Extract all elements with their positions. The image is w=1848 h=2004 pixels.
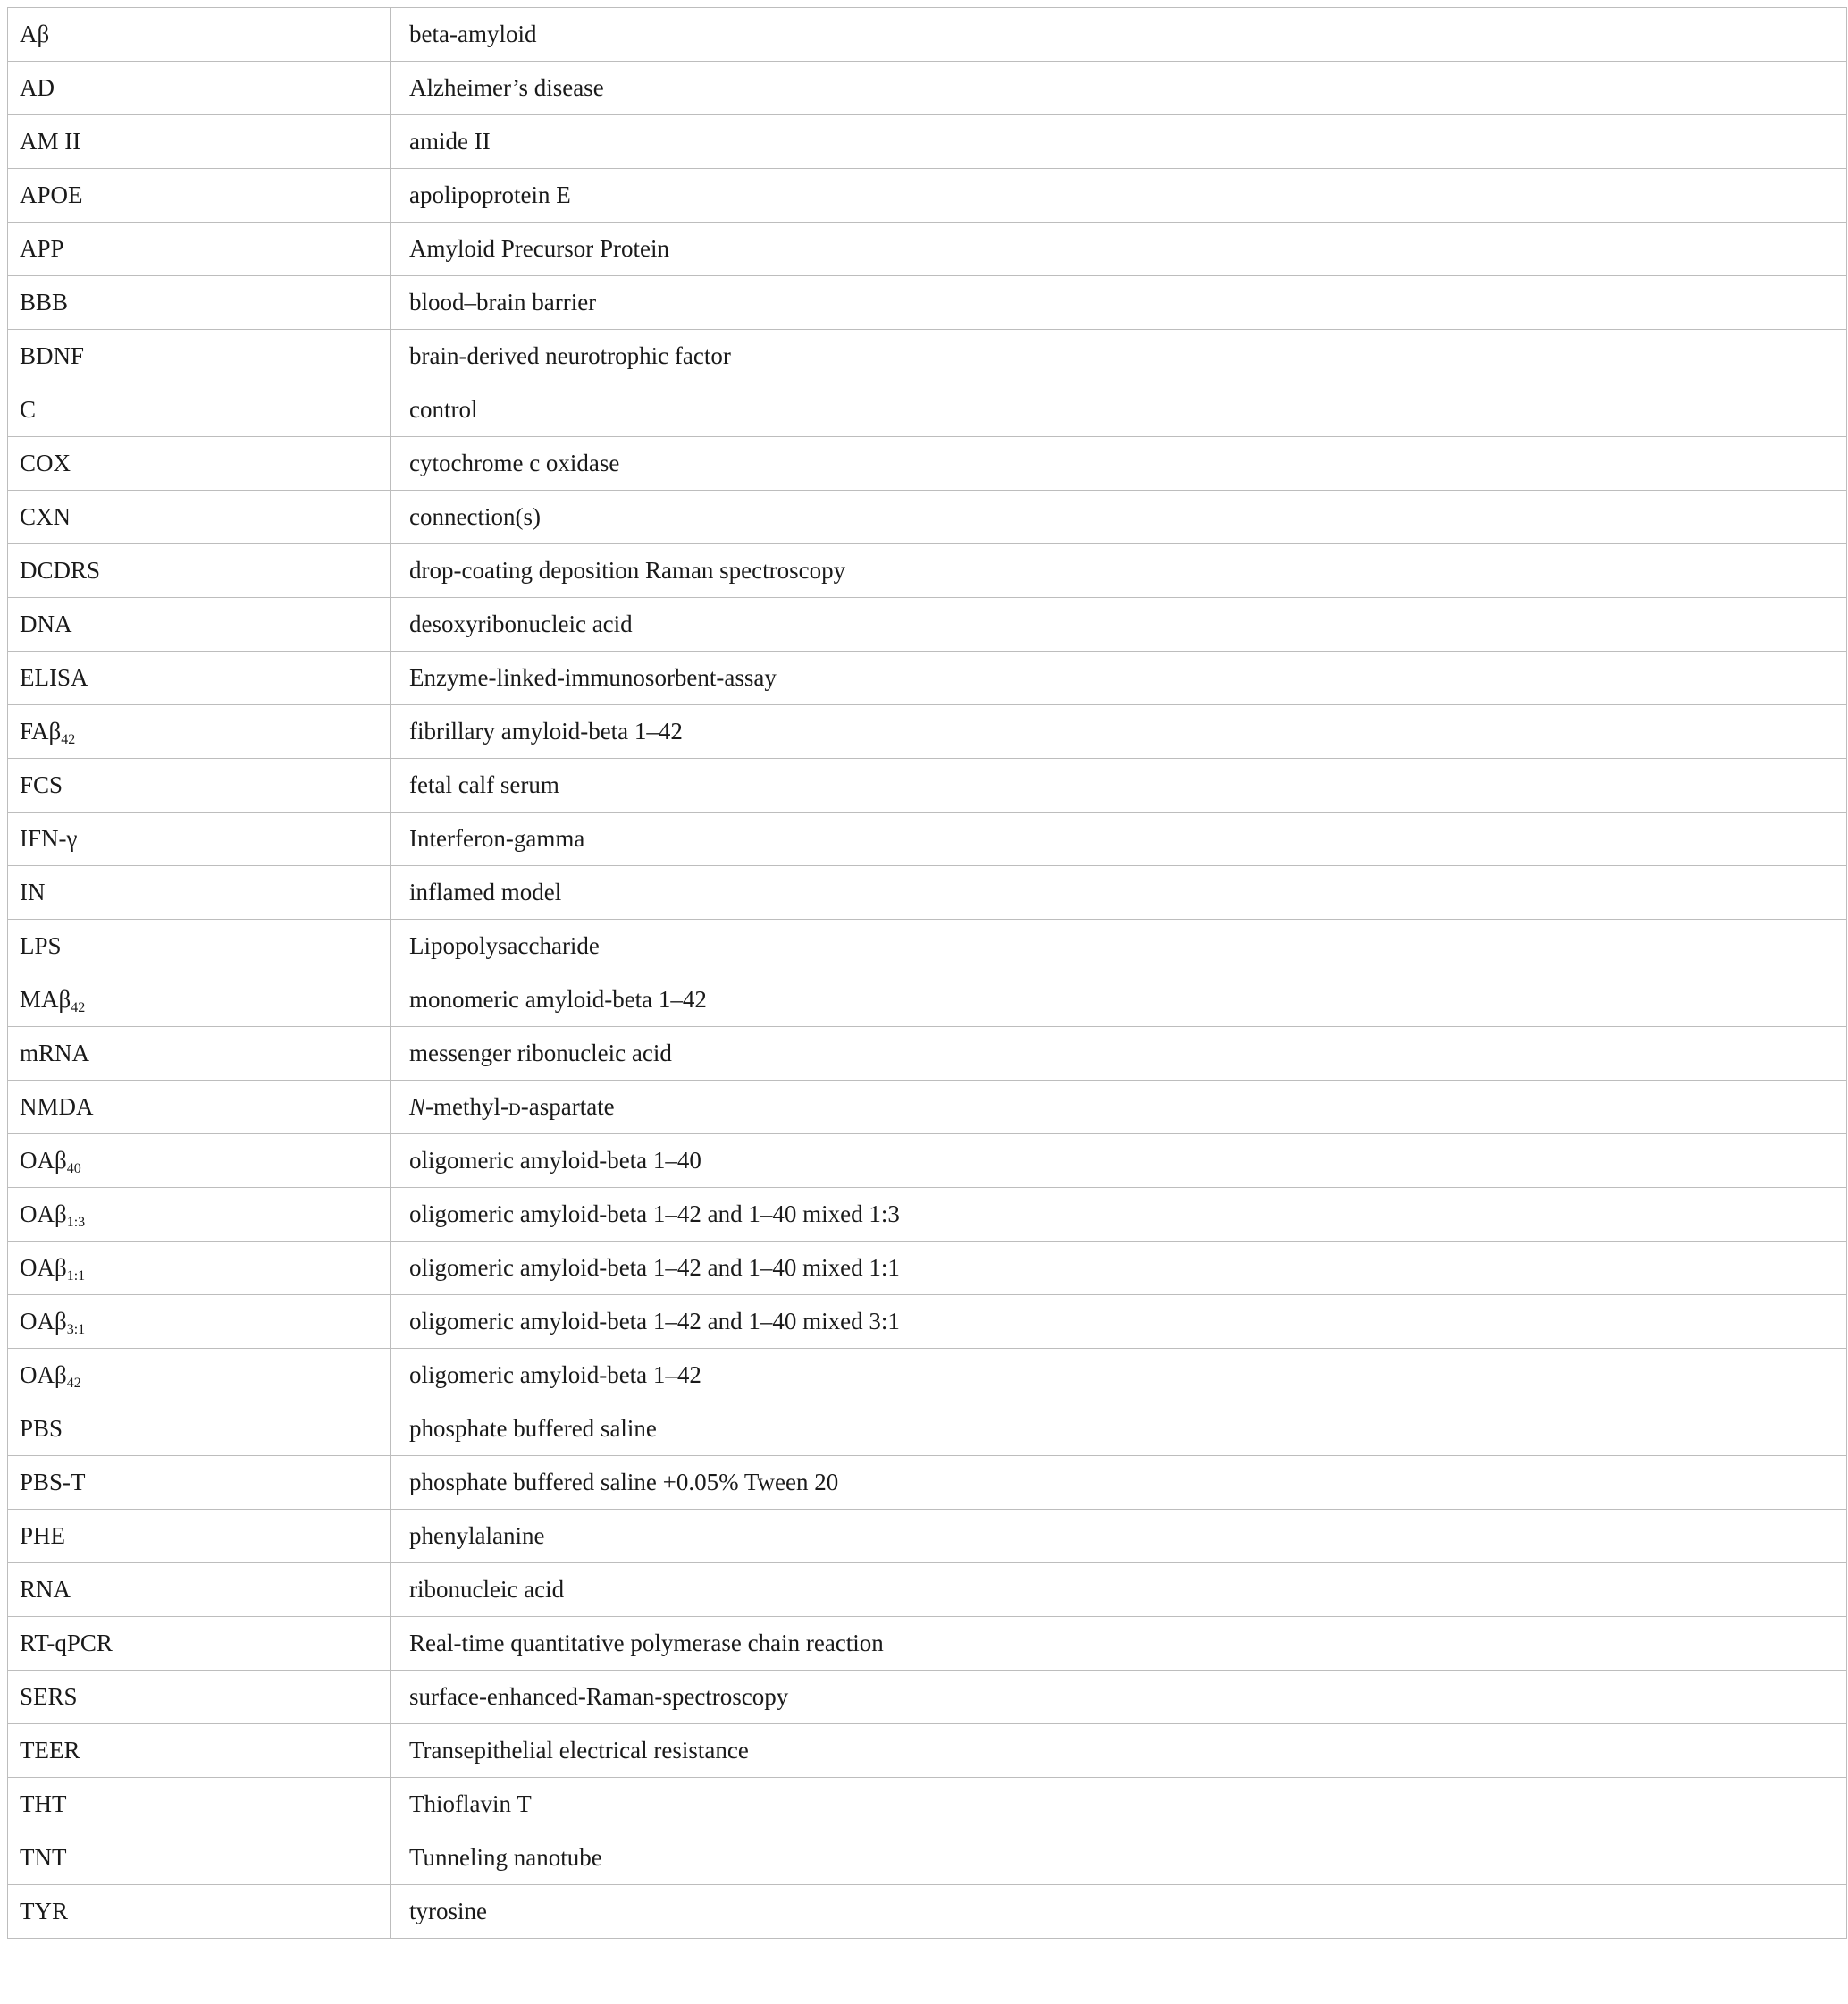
abbreviation-text: LPS xyxy=(20,932,62,959)
table-row xyxy=(8,383,1847,437)
abbreviation-cell xyxy=(8,1188,391,1242)
abbreviation-cell xyxy=(8,1456,391,1510)
abbreviation-text: RT-qPCR xyxy=(20,1629,113,1656)
table-row xyxy=(8,866,1847,920)
table-row xyxy=(8,330,1847,383)
definition-text: Alzheimer’s disease xyxy=(409,74,604,101)
definition-cell xyxy=(391,759,1847,813)
abbreviation-cell xyxy=(8,598,391,652)
table-row xyxy=(8,1671,1847,1724)
abbreviation-text: THT xyxy=(20,1790,67,1817)
table-row xyxy=(8,62,1847,115)
definition-cell xyxy=(391,813,1847,866)
table-row xyxy=(8,169,1847,223)
table-row xyxy=(8,705,1847,759)
definition-cell xyxy=(391,1456,1847,1510)
abbreviations-table-body xyxy=(8,8,1847,1939)
definition-cell xyxy=(391,8,1847,62)
definition-cell xyxy=(391,1295,1847,1349)
definition-fragment: N xyxy=(409,1093,426,1120)
abbreviation-cell xyxy=(8,866,391,920)
abbreviation-cell xyxy=(8,1134,391,1188)
definition-text: drop-coating deposition Raman spectroscopy xyxy=(409,557,846,584)
definition-cell xyxy=(391,544,1847,598)
abbreviation-cell xyxy=(8,544,391,598)
definition-fragment: d xyxy=(508,1093,521,1120)
abbreviation-cell xyxy=(8,115,391,169)
definition-text: fetal calf serum xyxy=(409,771,559,798)
abbreviation-text: DNA xyxy=(20,610,72,637)
abbreviation-text: MAβ xyxy=(20,986,71,1013)
table-row xyxy=(8,1778,1847,1831)
definition-text: Amyloid Precursor Protein xyxy=(409,235,669,262)
definition-text: brain-derived neurotrophic factor xyxy=(409,342,731,369)
table-row xyxy=(8,1831,1847,1885)
definition-text: cytochrome c oxidase xyxy=(409,450,620,476)
table-row xyxy=(8,1134,1847,1188)
abbreviation-cell xyxy=(8,973,391,1027)
table-row xyxy=(8,115,1847,169)
definition-cell xyxy=(391,437,1847,491)
abbreviation-cell xyxy=(8,1885,391,1939)
definition-fragment: -aspartate xyxy=(520,1093,615,1120)
abbreviation-text: C xyxy=(20,396,37,423)
definition-text: Enzyme-linked-immunosorbent-assay xyxy=(409,664,777,691)
abbreviation-text: APP xyxy=(20,235,64,262)
definition-cell xyxy=(391,1242,1847,1295)
abbreviation-text: PHE xyxy=(20,1522,66,1549)
abbreviation-cell xyxy=(8,223,391,276)
abbreviation-cell xyxy=(8,1563,391,1617)
definition-text: fibrillary amyloid-beta 1–42 xyxy=(409,718,683,745)
abbreviation-text: PBS-T xyxy=(20,1469,86,1495)
definition-cell xyxy=(391,1778,1847,1831)
abbreviation-cell xyxy=(8,1510,391,1563)
definition-cell xyxy=(391,973,1847,1027)
abbreviation-text: TNT xyxy=(20,1844,67,1871)
definition-cell xyxy=(391,1134,1847,1188)
abbreviation-cell xyxy=(8,1617,391,1671)
definition-cell xyxy=(391,705,1847,759)
table-row xyxy=(8,1885,1847,1939)
definition-cell xyxy=(391,276,1847,330)
abbreviation-text: TYR xyxy=(20,1898,68,1924)
table-row xyxy=(8,598,1847,652)
definition-text: inflamed model xyxy=(409,879,562,905)
definition-cell xyxy=(391,491,1847,544)
definition-cell xyxy=(391,115,1847,169)
abbreviation-cell xyxy=(8,920,391,973)
abbreviation-text: mRNA xyxy=(20,1040,90,1066)
abbreviation-subscript: 3:1 xyxy=(66,1322,86,1337)
definition-text: phenylalanine xyxy=(409,1522,545,1549)
abbreviation-cell xyxy=(8,1724,391,1778)
definition-cell xyxy=(391,1724,1847,1778)
abbreviation-text: PBS xyxy=(20,1415,63,1442)
table-row xyxy=(8,1027,1847,1081)
table-row xyxy=(8,1563,1847,1617)
abbreviation-subscript: 42 xyxy=(71,1000,86,1015)
definition-cell xyxy=(391,1188,1847,1242)
abbreviation-cell xyxy=(8,330,391,383)
definition-text: desoxyribonucleic acid xyxy=(409,610,633,637)
definition-text: apolipoprotein E xyxy=(409,181,571,208)
definition-text: phosphate buffered saline +0.05% Tween 20 xyxy=(409,1469,839,1495)
definition-cell xyxy=(391,598,1847,652)
table-row xyxy=(8,1617,1847,1671)
abbreviation-text: FCS xyxy=(20,771,63,798)
table-row xyxy=(8,759,1847,813)
definition-cell xyxy=(391,866,1847,920)
abbreviation-cell xyxy=(8,1295,391,1349)
abbreviation-cell xyxy=(8,276,391,330)
definition-cell xyxy=(391,652,1847,705)
abbreviation-cell xyxy=(8,8,391,62)
table-row xyxy=(8,8,1847,62)
abbreviation-cell xyxy=(8,1027,391,1081)
definition-cell xyxy=(391,383,1847,437)
definition-text: control xyxy=(409,396,478,423)
abbreviation-subscript: 40 xyxy=(66,1161,81,1176)
abbreviation-text: CXN xyxy=(20,503,71,530)
table-row xyxy=(8,1349,1847,1402)
definition-fragment: -methyl- xyxy=(425,1093,508,1120)
definition-text: Tunneling nanotube xyxy=(409,1844,602,1871)
abbreviation-cell xyxy=(8,1402,391,1456)
abbreviation-cell xyxy=(8,1349,391,1402)
definition-text: ribonucleic acid xyxy=(409,1576,565,1603)
abbreviation-subscript: 42 xyxy=(66,1376,81,1391)
abbreviation-text: OAβ xyxy=(20,1254,67,1281)
definition-text: oligomeric amyloid-beta 1–42 and 1–40 mixed 1:3 xyxy=(409,1200,900,1227)
definition-cell xyxy=(391,1081,1847,1134)
table-row xyxy=(8,1295,1847,1349)
abbreviation-cell xyxy=(8,1831,391,1885)
abbreviation-text: ELISA xyxy=(20,664,88,691)
abbreviation-cell xyxy=(8,383,391,437)
abbreviation-text: IFN-γ xyxy=(20,825,78,852)
table-row xyxy=(8,1081,1847,1134)
definition-text: tyrosine xyxy=(409,1898,487,1924)
table-row xyxy=(8,223,1847,276)
definition-text: oligomeric amyloid-beta 1–40 xyxy=(409,1147,701,1174)
abbreviation-text: RNA xyxy=(20,1576,71,1603)
abbreviation-cell xyxy=(8,169,391,223)
abbreviation-text: OAβ xyxy=(20,1200,67,1227)
definition-cell xyxy=(391,1831,1847,1885)
abbreviations-table xyxy=(7,7,1847,1939)
abbreviation-text: APOE xyxy=(20,181,83,208)
definition-cell xyxy=(391,1671,1847,1724)
abbreviation-text: Aβ xyxy=(20,21,50,47)
definition-cell xyxy=(391,1885,1847,1939)
definition-cell xyxy=(391,1563,1847,1617)
abbreviation-text: NMDA xyxy=(20,1093,94,1120)
definition-text: Transepithelial electrical resistance xyxy=(409,1737,749,1764)
abbreviation-text: TEER xyxy=(20,1737,80,1764)
definition-text: messenger ribonucleic acid xyxy=(409,1040,672,1066)
table-row xyxy=(8,544,1847,598)
definition-text: oligomeric amyloid-beta 1–42 xyxy=(409,1361,701,1388)
abbreviation-cell xyxy=(8,437,391,491)
definition-cell xyxy=(391,330,1847,383)
abbreviation-cell xyxy=(8,705,391,759)
definition-text: surface-enhanced-Raman-spectroscopy xyxy=(409,1683,789,1710)
table-row xyxy=(8,1242,1847,1295)
definition-text: beta-amyloid xyxy=(409,21,537,47)
definition-text: Interferon-gamma xyxy=(409,825,585,852)
definition-cell xyxy=(391,1617,1847,1671)
abbreviation-cell xyxy=(8,759,391,813)
abbreviation-subscript: 42 xyxy=(61,732,76,747)
table-row xyxy=(8,1188,1847,1242)
abbreviation-text: IN xyxy=(20,879,46,905)
abbreviation-text: OAβ xyxy=(20,1361,67,1388)
definition-text: Thioflavin T xyxy=(409,1790,532,1817)
abbreviation-text: OAβ xyxy=(20,1308,67,1335)
definition-text: Real-time quantitative polymerase chain reaction xyxy=(409,1629,884,1656)
definition-text: amide II xyxy=(409,128,491,155)
definition-cell xyxy=(391,1349,1847,1402)
table-row xyxy=(8,652,1847,705)
abbreviation-cell xyxy=(8,1778,391,1831)
abbreviation-text: BDNF xyxy=(20,342,85,369)
definition-cell xyxy=(391,62,1847,115)
table-row xyxy=(8,813,1847,866)
table-row xyxy=(8,276,1847,330)
abbreviation-text: SERS xyxy=(20,1683,78,1710)
abbreviation-text: FAβ xyxy=(20,718,62,745)
definition-cell xyxy=(391,223,1847,276)
abbreviation-subscript: 1:1 xyxy=(66,1268,86,1284)
definition-text: blood–brain barrier xyxy=(409,289,597,316)
definition-text: phosphate buffered saline xyxy=(409,1415,657,1442)
table-row xyxy=(8,1510,1847,1563)
abbreviation-text: OAβ xyxy=(20,1147,67,1174)
definition-text: oligomeric amyloid-beta 1–42 and 1–40 mixed 1:1 xyxy=(409,1254,900,1281)
definition-cell xyxy=(391,920,1847,973)
abbreviation-subscript: 1:3 xyxy=(66,1215,86,1230)
table-row xyxy=(8,1456,1847,1510)
abbreviation-text: DCDRS xyxy=(20,557,101,584)
abbreviation-cell xyxy=(8,62,391,115)
abbreviation-text: BBB xyxy=(20,289,69,316)
definition-text: oligomeric amyloid-beta 1–42 and 1–40 mixed 3:1 xyxy=(409,1308,900,1335)
definition-cell xyxy=(391,1510,1847,1563)
table-row xyxy=(8,920,1847,973)
abbreviation-cell xyxy=(8,652,391,705)
table-row xyxy=(8,1724,1847,1778)
abbreviation-cell xyxy=(8,491,391,544)
abbreviations-table-container xyxy=(7,7,1846,1939)
abbreviation-text: AM II xyxy=(20,128,81,155)
definition-cell xyxy=(391,1402,1847,1456)
abbreviation-cell xyxy=(8,1671,391,1724)
table-row xyxy=(8,1402,1847,1456)
table-row xyxy=(8,973,1847,1027)
table-row xyxy=(8,437,1847,491)
abbreviation-text: AD xyxy=(20,74,55,101)
abbreviation-cell xyxy=(8,1081,391,1134)
definition-text: connection(s) xyxy=(409,503,541,530)
abbreviation-text: COX xyxy=(20,450,71,476)
abbreviation-cell xyxy=(8,1242,391,1295)
definition-text: monomeric amyloid-beta 1–42 xyxy=(409,986,707,1013)
definition-cell xyxy=(391,169,1847,223)
definition-cell xyxy=(391,1027,1847,1081)
table-row xyxy=(8,491,1847,544)
abbreviation-cell xyxy=(8,813,391,866)
definition-text: Lipopolysaccharide xyxy=(409,932,600,959)
